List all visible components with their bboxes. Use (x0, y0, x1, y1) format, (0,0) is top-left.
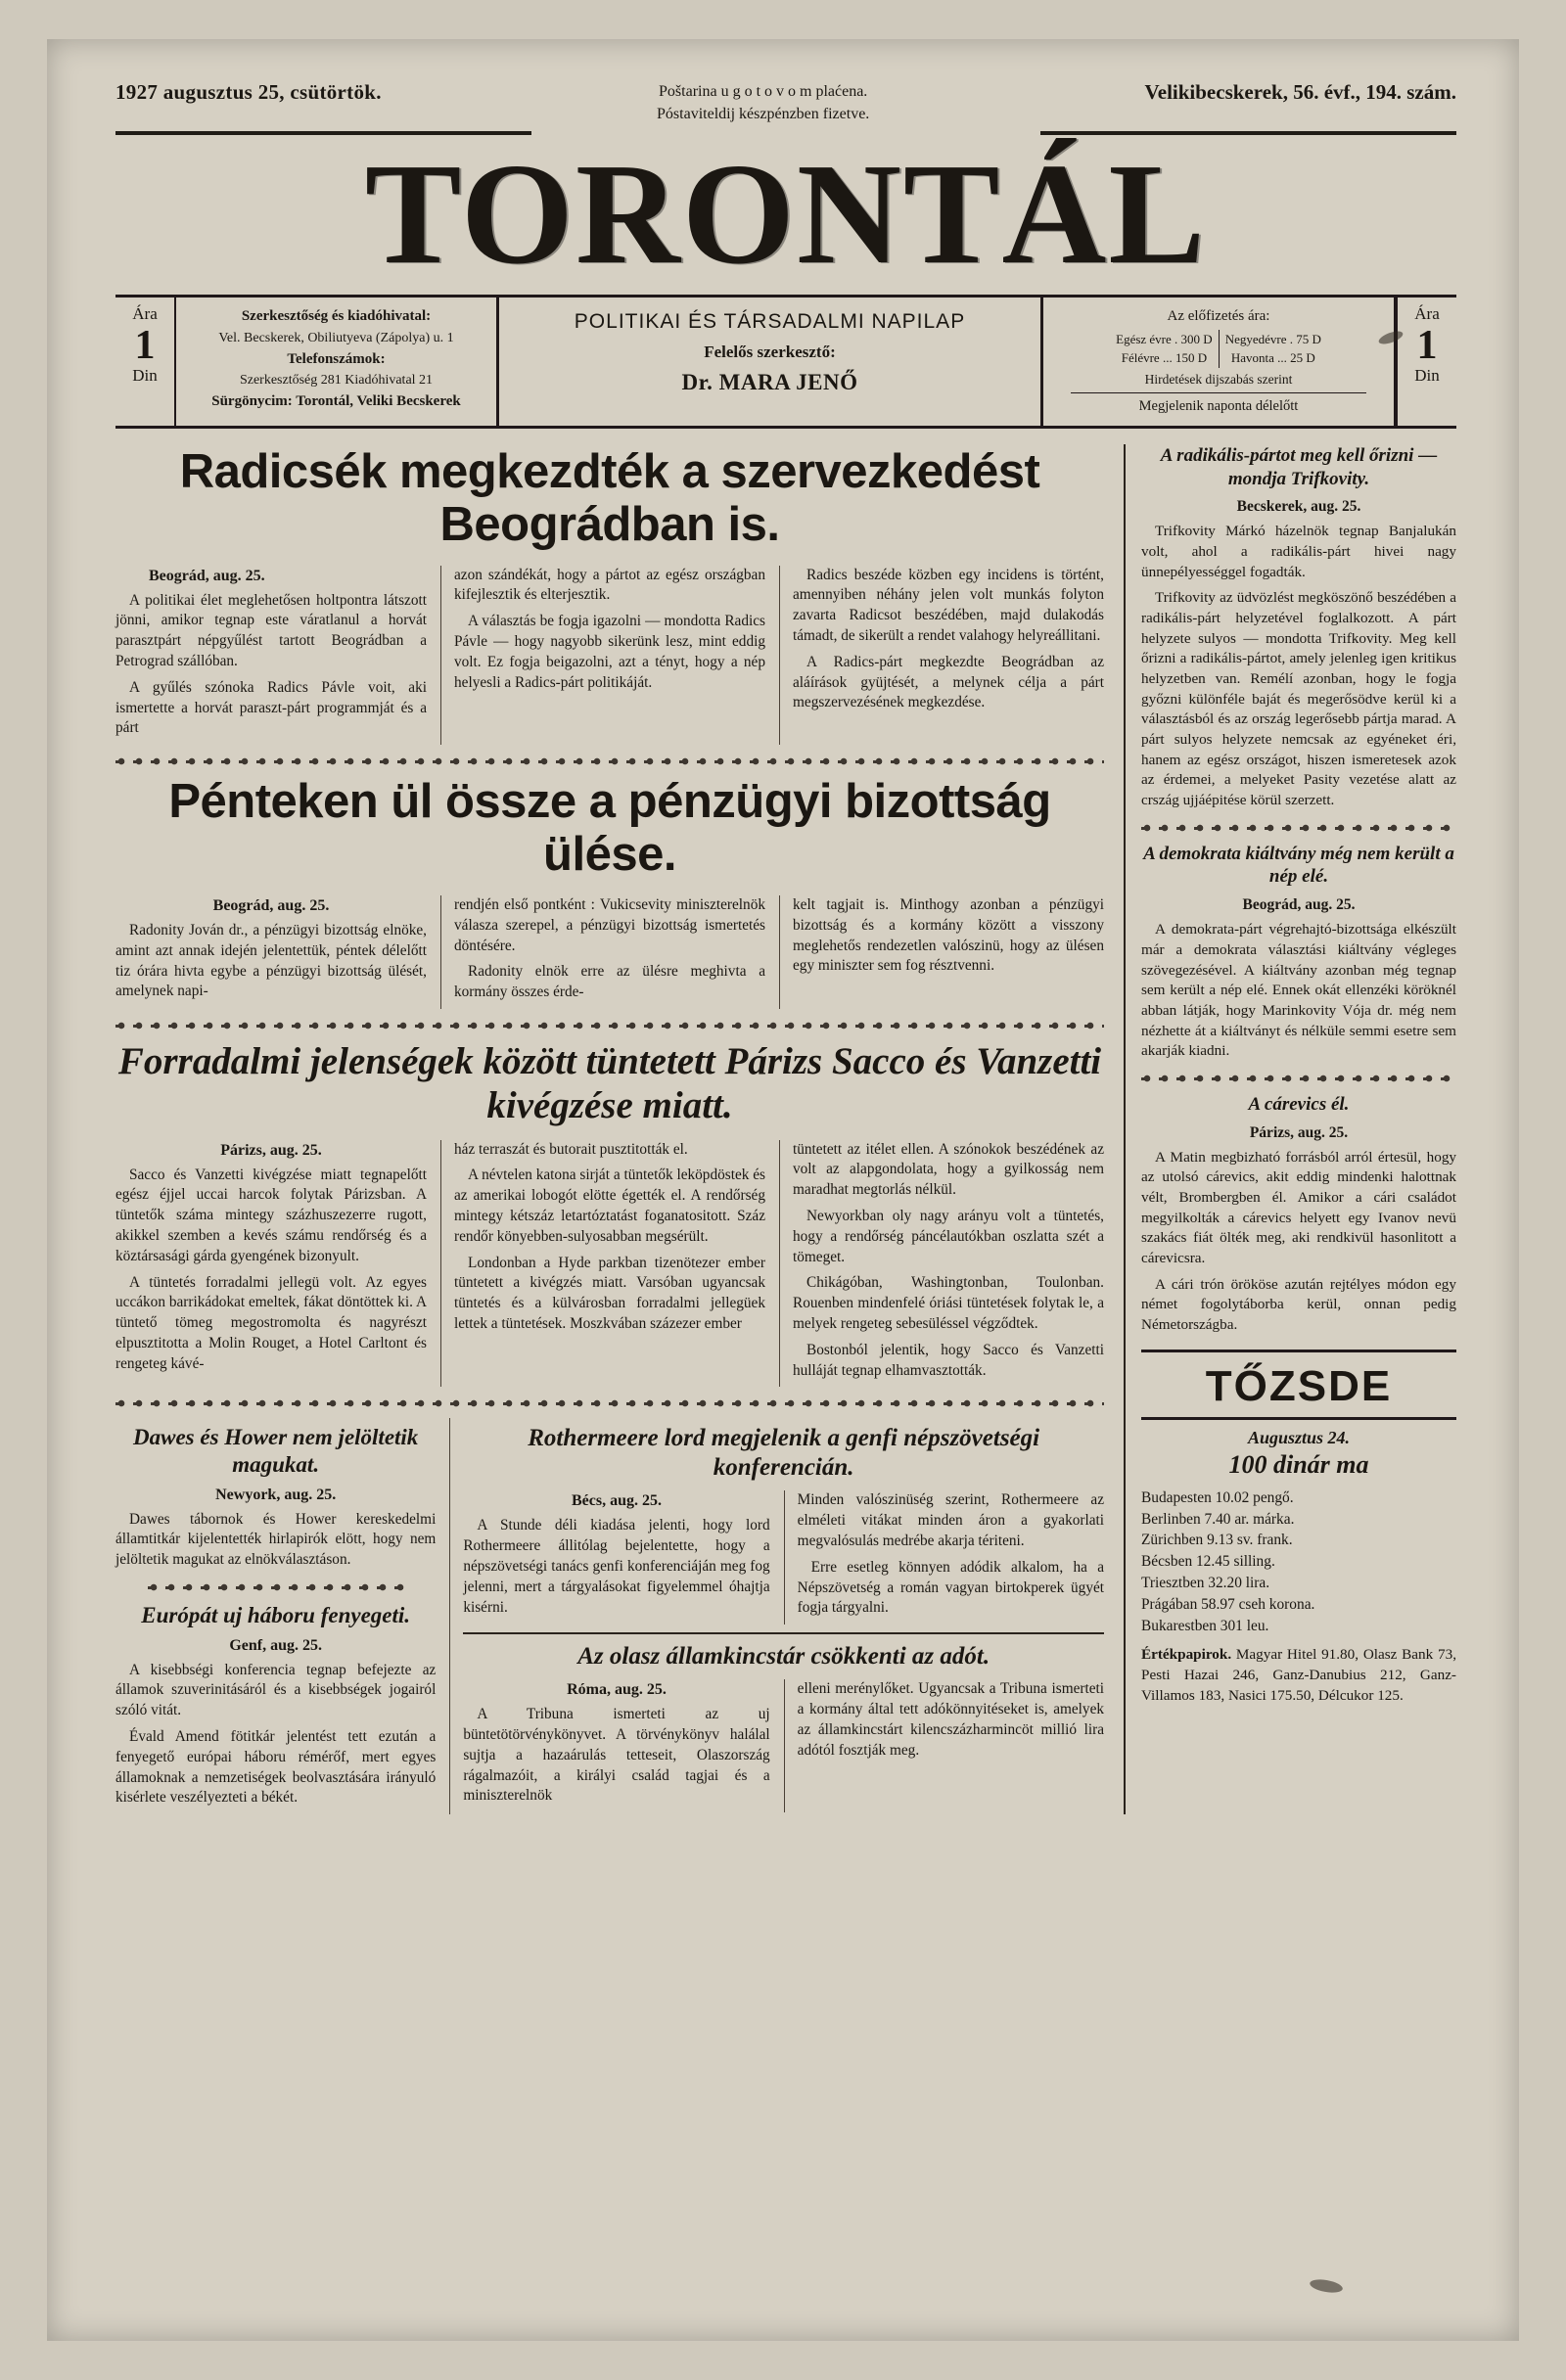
article4-dateline: Newyork, aug. 25. (215, 1486, 337, 1503)
article3-dateline: Párizs, aug. 25. (220, 1141, 322, 1159)
issue-info: Velikibecskerek, 56. évf., 194. szám. (1144, 80, 1456, 104)
article7 (463, 1679, 1104, 1812)
right-article2-headline: A demokrata kiáltvány még nem került a nép elé. (1143, 843, 1454, 888)
article2-p2: rendjén első pontként : Vukicsevity miniszterelnök válasza szerepel, a pénzügyi bizottság ismertetés döntésére. (454, 895, 765, 954)
article5-headline: Európát uj háboru fenyegeti. (141, 1602, 411, 1627)
subscription-box (1043, 298, 1396, 426)
article6-p2: Minden valószinüség szerint, Rothermeere az elméleti vitákat minden áron a gyakorlati megvalósulás medrébe akarja tériteni. (797, 1491, 1105, 1549)
article7-col-2 (784, 1679, 1104, 1812)
ornament-divider-2 (115, 1019, 1104, 1032)
bottom-col-2 (449, 1418, 1104, 1814)
ads-note: Hirdetések dijszabás szerint (1144, 371, 1293, 387)
price-box-left (115, 298, 176, 426)
article7-headline: Az olasz államkincstár csökkenti az adót. (577, 1643, 990, 1671)
article3-p7: Newyorkban oly nagy arányu volt a tüntetés, hogy a rendőrség páncélautókban oszlatta szét a tömeget. (793, 1208, 1104, 1265)
right-article2-p1: A demokrata-párt végrehajtó-bizottsága elkészült már a demokrata választási kiáltvány végleges szövegezésével. A kiáltvány azonban még tegnap sem került a nép elé. Ennek okát ellenzéki köröknél abban látják, hogy Marinkovity Vója dr. még nem nézhette át a kiáltványt és nélküle semmi esetre sem akarják kiadni. (1141, 921, 1456, 1060)
article2 (115, 895, 1104, 1009)
postal-line-2: Póstaviteldij készpénzben fizetve. (657, 106, 870, 123)
list-item: Budapesten 10.02 pengő. (1141, 1488, 1294, 1506)
article2-p4: kelt tagjait is. Minthogy azonban a pénzügyi bizottság és a kormány között a visszony meglehetős rendezetlen valószinü, hogy az ülésen egy miniszter sem fog résztvenni. (793, 895, 1104, 975)
tozsde-title: TŐZSDE (1205, 1361, 1393, 1410)
responsible-editor-label: Felelős szerkesztő: (704, 342, 836, 361)
right-article3-p2: A cári trón örököse azután rejtélyes módon egy német fogolytáborba kerül, onnan pedig Németországba. (1141, 1275, 1456, 1334)
lead-p3: azon szándékát, hogy a pártot az egész országban kifejlesztik és elterjesztik. (454, 566, 765, 604)
article2-col-1 (115, 895, 427, 1009)
bottom-col-1 (115, 1418, 436, 1814)
article6-dateline: Bécs, aug. 25. (572, 1492, 662, 1510)
right-column (1124, 444, 1456, 1814)
article4-headline: Dawes és Hower nem jelöltetik magukat. (133, 1425, 419, 1477)
article3-col-1 (115, 1140, 427, 1388)
masthead-title: TORONTÁL (364, 134, 1208, 296)
right-article3-headline: A cárevics él. (1248, 1093, 1350, 1115)
price-currency-right: Din (1414, 366, 1440, 386)
article2-col-2 (440, 895, 765, 1009)
editorial-line-5: Sürgönycim: Torontál, Veliki Becskerek (211, 393, 461, 410)
list-item: Prágában 58.97 cseh korona. (1141, 1596, 1315, 1614)
subscription-table (1110, 330, 1327, 368)
sub-row0-col0: Egész évre . 300 D (1116, 331, 1213, 346)
price-value-left: 1 (134, 323, 156, 369)
bottom-row (115, 1418, 1104, 1814)
bottom-rule (463, 1632, 1104, 1634)
article7-p1: A Tribuna ismerteti az uj büntetötörvénykönyvet. A törvénykönyv halálal sujtja a hazaárulás tetteseit, Olaszország rágalmazóit, a királyi család tagjai és a miniszterelnök (463, 1706, 770, 1805)
ornament-divider (115, 755, 1104, 768)
list-item: Bukarestben 301 leu. (1141, 1617, 1269, 1634)
article3-headline: Forradalmi jelenségek között tüntetett Párizs Sacco és Vanzetti kivégzése miatt. (117, 1039, 1102, 1126)
list-item: Triesztben 32.20 lira. (1141, 1575, 1270, 1592)
appears-note: Megjelenik naponta délelőtt (1138, 398, 1299, 415)
postal-notice (657, 80, 869, 125)
article7-p2: elleni merénylőket. Ugyancsak a Tribuna ismerteti a kormány által tett adókönnyitéseket is, amelyek az államkincstárt kilencszázharmincöt millió lira adótól fosztják meg. (797, 1680, 1105, 1759)
article5-p1: A kisebbségi konferencia tegnap befejezte az államok szuverinitásáról és a kisebbségek jogairól szóló vitát. (115, 1661, 437, 1719)
lead-p1: A politikai élet meglehetősen holtpontra látszott jönni, amikor tegnap este váratlanul a horvát parasztpárt népgyűlést tartott Beográdban a Petrograd szállóban. (115, 591, 427, 669)
right-article1-p1: Trifkovity Márkó házelnök tegnap Banjalukán volt, ahol a radikális-párt hivei nagy ünnepélyességgel fogadták. (1141, 523, 1456, 580)
ink-blot-2 (1309, 2277, 1344, 2295)
article7-col-1 (463, 1679, 769, 1812)
editor-name: Dr. MARA JENŐ (681, 370, 858, 395)
right-article2-dateline: Beográd, aug. 25. (1242, 896, 1356, 914)
postal-line-1: Poštarina u g o t o v o m plaćena. (659, 83, 868, 100)
lead-p6: A Radics-párt megkezdte Beográdban az aláírások gyüjtését, a melynek célja a párt megszervezésének megkezdése. (793, 653, 1104, 711)
article3-p4: A névtelen katona sirját a tüntetők leköpdöstek és az amerikai lobogót elötte égették el. A rendőrség mintegy kétszáz letartóztatást foganatositott. Száz rendőr könyebben-sulyosabban megsérült. (454, 1167, 765, 1245)
article3 (115, 1140, 1104, 1388)
article3-p9: Bostonból jelentik, hogy Sacco és Vanzetti hulláját tegnap elhamvasztották. (793, 1341, 1104, 1379)
lead-article (115, 566, 1104, 746)
article3-p3: ház terraszát és butorait pusztitották el. (454, 1140, 688, 1158)
lead-p5: Radics beszéde közben egy incidens is történt, amennyiben néhány jelen volt munkás folyton zavarta Radicsot beszédében, majd dulakodás támadt, de sikerült a rendet valahogy helyreállitani. (793, 566, 1104, 644)
article3-p8: Chikágóban, Washingtonban, Toulonban. Rouenben mindenfelé óriási tüntetések folytak le, a melyek rengeteg sebesüléssel végződtek. (793, 1274, 1104, 1333)
right-divider-2 (1141, 1072, 1456, 1085)
article6-col-1 (463, 1490, 769, 1625)
paper-kicker-box (499, 298, 1043, 426)
sub-row1-col1: Havonta ... 25 D (1219, 348, 1327, 368)
article2-p3: Radonity elnök erre az ülésre meghivta a kormány összes érde- (454, 963, 765, 1001)
lead-p4: A választás be fogja igazolni — mondotta Radics Pávle — hogy nagyobb sikerünk lesz, mint eddig volt. Ez fogja beigazolni, azt a tényt, hogy a nép helyesli a Radics-párt politikáját. (454, 613, 765, 691)
article3-p5: Londonban a Hyde parkban tizenötezer ember tüntetett a kivégzés miatt. Varsóban ugyancsak tüntetés és a külvárosban forradalmi jellegüek lettek a tüntetések. Moszkvában százezer ember (454, 1254, 765, 1333)
table-row (1110, 330, 1327, 349)
editorial-office-info (176, 298, 499, 426)
article5-dateline: Genf, aug. 25. (229, 1636, 322, 1654)
tozsde-securities-values: Magyar Hitel 91.80, Olasz Bank 73, Pesti Hazai 246, Ganz-Danubius 212, Ganz-Villamos 183, Nasici 175.50, Délcukor 125. (1141, 1645, 1456, 1704)
article2-p1: Radonity Jován dr., a pénzügyi bizottság elnöke, amint azt annak idején jelentettük, péntek délelőtt tiz órára hivta egybe a pénzügyi bizottság ülését, amelynek napi- (115, 921, 427, 1000)
lead-col-1 (115, 566, 427, 746)
price-value-right: 1 (1416, 323, 1438, 369)
right-article1-dateline: Becskerek, aug. 25. (1236, 498, 1361, 516)
right-article1-headline: A radikális-pártot meg kell őrizni — mondja Trifkovity. (1160, 444, 1438, 489)
page-body (115, 444, 1456, 1814)
tozsde-subtitle: 100 dinár ma (1228, 1449, 1369, 1479)
list-item: Bécsben 12.45 silling. (1141, 1553, 1275, 1571)
tozsde-rate-list (1141, 1488, 1456, 1637)
list-item: Berlinben 7.40 ar. márka. (1141, 1510, 1295, 1528)
article3-p1: Sacco és Vanzetti kivégzése miatt tegnapelőtt egész éjjel uccai harcok folytak Párizsban. A tüntetők száma mintegy százhuszezerre rugott, akikkel szemben a kevés számu rendőrség és a köztársasági gárda gyengének bizonyult. (115, 1166, 427, 1264)
right-divider-1 (1141, 821, 1456, 835)
lead-col-2 (440, 566, 765, 746)
lead-dateline: Beográd, aug. 25. (149, 567, 265, 584)
article3-col-2 (440, 1140, 765, 1388)
sub-row0-col1: Negyedévre . 75 D (1219, 330, 1327, 349)
lead-p2: A gyűlés szónoka Radics Pávle voit, aki ismertette a horvát paraszt-párt programmját és a párt (115, 678, 427, 737)
article3-p2: A tüntetés forradalmi jellegü volt. Az egyes uccákon barrikádokat emeltek, fákat döntöttek ki. A tüntető tömeg megostromolta és nagyrészt elpusztitotta a Molin Rouget, a Hotel Carltont és rengeteg kávé- (115, 1273, 427, 1372)
right-article1-p2: Trifkovity az üdvözlést megköszönő beszédében a radikális-párt helyzetével foglalkozott. A párt helyzete sulyos — mondotta Trifkovity. Meg kell őrizni a radikális-pártot, amely jelenleg igen kritikus helyzetben van. Remélí azonban, hogy le fogja győzni különféle baját és megerősödve kerül ki a választásból és az ország legerősebb pártja marad. A párt sulyos helyzete nemcsak az egyéneket éri, hanem az egész országot, hiszen ismeretesek azok az érdemei, a melyeket Pasity vezetése alatt az crszág ujjáépitése körül szerzett. (1141, 589, 1456, 809)
article6-headline: Rothermeere lord megjelenik a genfi népszövetségi konferencián. (528, 1425, 1040, 1482)
tozsde-rule (1141, 1417, 1456, 1420)
article2-col-3 (779, 895, 1104, 1009)
article3-col-3 (779, 1140, 1104, 1388)
masthead-info-box (115, 295, 1456, 429)
price-box-right (1396, 298, 1456, 426)
sub-row1-col0: Félévre ... 150 D (1121, 350, 1208, 366)
article5-p2: Évald Amend fötitkár jelentést tett ezután a fenyegető európai háboru rémérőf, mert egyes államoknak a nemzetiségek beolvasztására irányuló kisérlete veszélyezteti a békét. (115, 1727, 437, 1807)
stock-exchange-section (1141, 1350, 1456, 1707)
price-label-left: Ára (132, 304, 158, 324)
ornament-divider-3 (115, 1396, 1104, 1410)
tozsde-date: Augusztus 24. (1247, 1427, 1351, 1447)
paper-kicker: POLITIKAI ÉS TÁRSADALMI NAPILAP (574, 310, 966, 334)
article4-p1: Dawes tábornok és Hower kereskedelmi államtitkár kijelentették hirlapirók elött, hogy nem jelöltetik magukat az elnökválasztáson. (115, 1510, 437, 1569)
article2-dateline: Beográd, aug. 25. (212, 896, 330, 914)
article3-p6: tüntetett az itélet ellen. A szónokok beszédének az volt az alapgondolata, hogy a gyilkosság nem maradhat megtorlás nélkül. (793, 1140, 1104, 1199)
editorial-line-1: Szerkesztőség és kiadóhivatal: (241, 308, 432, 325)
lead-col-3 (779, 566, 1104, 746)
editorial-line-4: Szerkesztőség 281 Kiadóhivatal 21 (239, 373, 434, 389)
editorial-line-2: Vel. Becskerek, Obiliutyeva (Zápolya) u. 1 (218, 330, 454, 345)
article2-headline: Pénteken ül össze a pénzügyi bizottság ülése. (168, 775, 1051, 882)
article6-col-2 (784, 1490, 1104, 1625)
article6 (463, 1490, 1104, 1625)
article7-dateline: Róma, aug. 25. (567, 1681, 667, 1699)
tozsde-securities (1141, 1645, 1456, 1707)
paper-sheet (47, 39, 1519, 2341)
right-article3-dateline: Párizs, aug. 25. (1249, 1123, 1349, 1141)
subscription-header: Az előfizetés ára: (1167, 308, 1270, 325)
list-item: Zürichben 9.13 sv. frank. (1141, 1532, 1293, 1549)
price-currency-left: Din (132, 366, 158, 386)
editorial-line-3: Telefonszámok: (287, 350, 386, 367)
right-article3-p1: A Matin megbizható forrásból arról értesül, hogy az utolsó cárevics, akit eddig mindenki halottnak vélt, Brombergben él. Amikor a cári családot megyilkolták a cárevics helyett egy Ivanov nevü szakács fiát ölték meg, aki rendkivül hasonlitott a cárevicsra. (1141, 1148, 1456, 1267)
tozsde-securities-label: Értékpapirok. (1141, 1645, 1232, 1663)
article6-p3: Erre esetleg könnyen adódik alkalom, ha a Népszövetség a román vagyan birtokperek ügyét fogja tárgyalni. (797, 1558, 1105, 1617)
lead-headline: Radicsék megkezdték a szervezkedést Beográdban is. (179, 444, 1040, 551)
main-columns (115, 444, 1104, 1814)
price-label-right: Ára (1414, 304, 1440, 324)
article6-p1: A Stunde déli kiadása jelenti, hogy lord Rothermeere állitólag bejelentette, hogy a népszövetségi tanács genfi konferenciáján meg fog jelenni, mert a tárgyalásokat figyelemmel óhajtja kisérni. (463, 1517, 770, 1616)
publication-date: 1927 augusztus 25, csütörtök. (115, 80, 382, 104)
page-inner (115, 80, 1456, 1814)
top-bar (115, 80, 1456, 125)
table-row (1110, 348, 1327, 368)
ornament-divider-4 (148, 1580, 404, 1594)
